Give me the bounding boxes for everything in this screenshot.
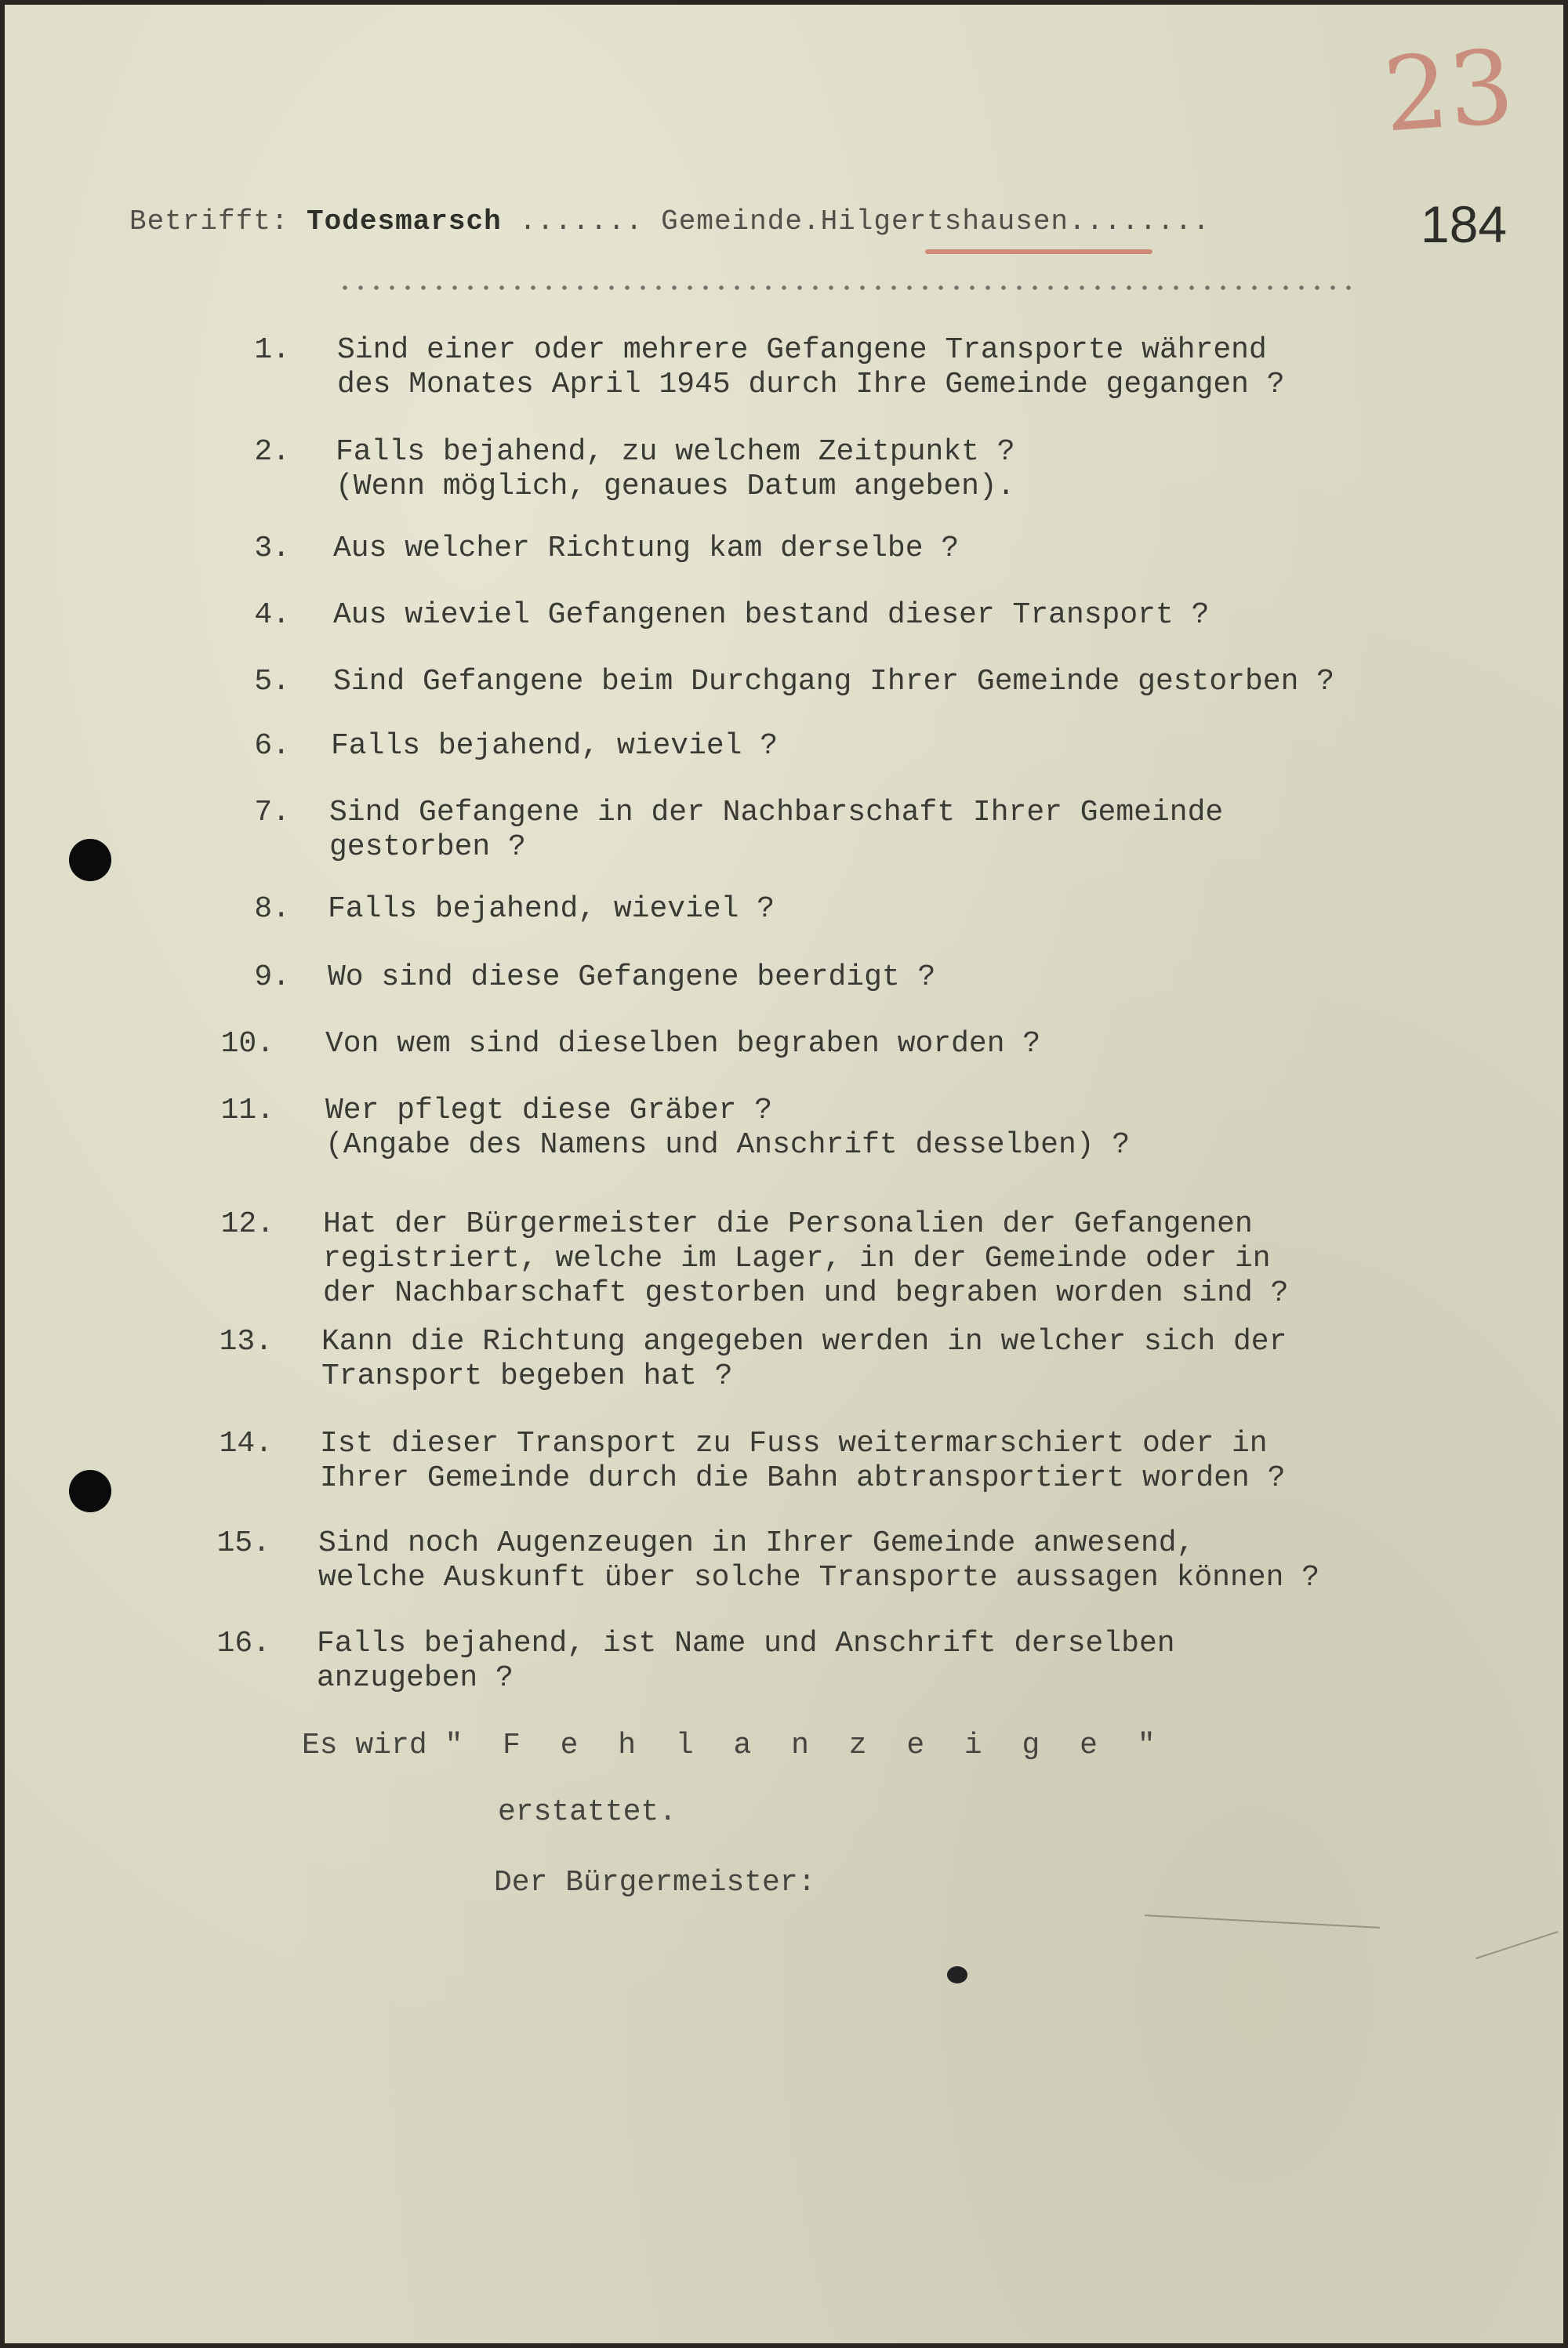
question-number: 15. <box>216 1526 270 1560</box>
question-text: Wer pflegt diese Gräber ? (Angabe des Namens und Anschrift desselben) ? <box>325 1094 1131 1162</box>
question-text: Falls bejahend, wieviel ? <box>331 729 779 763</box>
handwritten-folio-number: 23 <box>1379 27 1518 155</box>
question-number: 10. <box>220 1027 274 1061</box>
question-number: 16. <box>216 1627 270 1660</box>
question-text: Kann die Richtung angegeben werden in welcher sich der Transport begeben hat ? <box>321 1325 1287 1393</box>
question-text: Sind Gefangene in der Nachbarschaft Ihrer Gemeinde gestorben ? <box>329 796 1224 864</box>
question-text: Aus welcher Richtung kam derselbe ? <box>333 532 960 565</box>
closing-fehlanzeige: " F e h l a n z e i g e " <box>445 1729 1167 1762</box>
question-number: 2. <box>254 435 290 469</box>
question-text: Falls bejahend, wieviel ? <box>328 892 775 926</box>
question-number: 9. <box>254 960 290 994</box>
question-number: 1. <box>254 333 290 367</box>
ink-spot <box>947 1966 967 1983</box>
question-number: 12. <box>220 1207 274 1241</box>
closing-line-1 <box>302 1729 1167 1762</box>
question-number: 6. <box>254 729 290 763</box>
question-text: Falls bejahend, zu welchem Zeitpunkt ? (Wenn möglich, genaues Datum angeben). <box>336 435 1015 503</box>
question-text: Von wem sind dieselben begraben worden ? <box>325 1027 1041 1061</box>
question-text: Sind noch Augenzeugen in Ihrer Gemeinde anwesend, welche Auskunft über solche Transporte aussagen können ? <box>318 1526 1320 1595</box>
question-text: Wo sind diese Gefangene beerdigt ? <box>328 960 936 994</box>
header-prefix: Betrifft: <box>129 205 289 238</box>
question-number: 7. <box>254 796 290 829</box>
question-text: Aus wieviel Gefangenen bestand dieser Transport ? <box>333 598 1210 632</box>
red-underline-mark <box>925 249 1152 254</box>
question-number: 14. <box>219 1427 273 1461</box>
question-text: Sind Gefangene beim Durchgang Ihrer Gemeinde gestorben ? <box>333 665 1335 699</box>
punch-hole-lower <box>69 1470 111 1512</box>
question-number: 3. <box>254 532 290 565</box>
municipality-name: Hilgertshausen <box>820 205 1069 238</box>
question-number: 4. <box>254 598 290 632</box>
page-number: 184 <box>1421 195 1508 253</box>
header-leader: ....... <box>519 205 644 238</box>
closing-prefix: Es wird <box>302 1729 427 1762</box>
question-number: 13. <box>219 1325 273 1359</box>
header-line <box>129 205 1210 238</box>
question-number: 5. <box>254 665 290 699</box>
signature-label: Der Bürgermeister: <box>494 1866 816 1900</box>
question-text: Hat der Bürgermeister die Personalien der Gefangenen registriert, welche im Lager, in der Gemeinde oder in der Nachbarschaft gestorben und begraben worden sind ? <box>323 1207 1289 1310</box>
header-subject: Todesmarsch <box>307 205 502 238</box>
header-trailer: ........ <box>1069 205 1210 238</box>
municipality-label: Gemeinde. <box>661 205 821 238</box>
question-text: Falls bejahend, ist Name und Anschrift derselben anzugeben ? <box>317 1627 1175 1695</box>
question-text: Ist dieser Transport zu Fuss weitermarschiert oder in Ihrer Gemeinde durch die Bahn abtransportiert worden ? <box>320 1427 1286 1495</box>
faint-stroke <box>1145 1914 1380 1929</box>
dotted-separator <box>337 284 1356 292</box>
faint-stroke <box>1475 1931 1558 1959</box>
punch-hole-upper <box>69 839 111 881</box>
question-text: Sind einer oder mehrere Gefangene Transporte während des Monates April 1945 durch Ihre Gemeinde gegangen ? <box>337 333 1285 401</box>
closing-line-2: erstattet. <box>498 1795 677 1829</box>
question-number: 11. <box>220 1094 274 1127</box>
question-number: 8. <box>254 892 290 926</box>
